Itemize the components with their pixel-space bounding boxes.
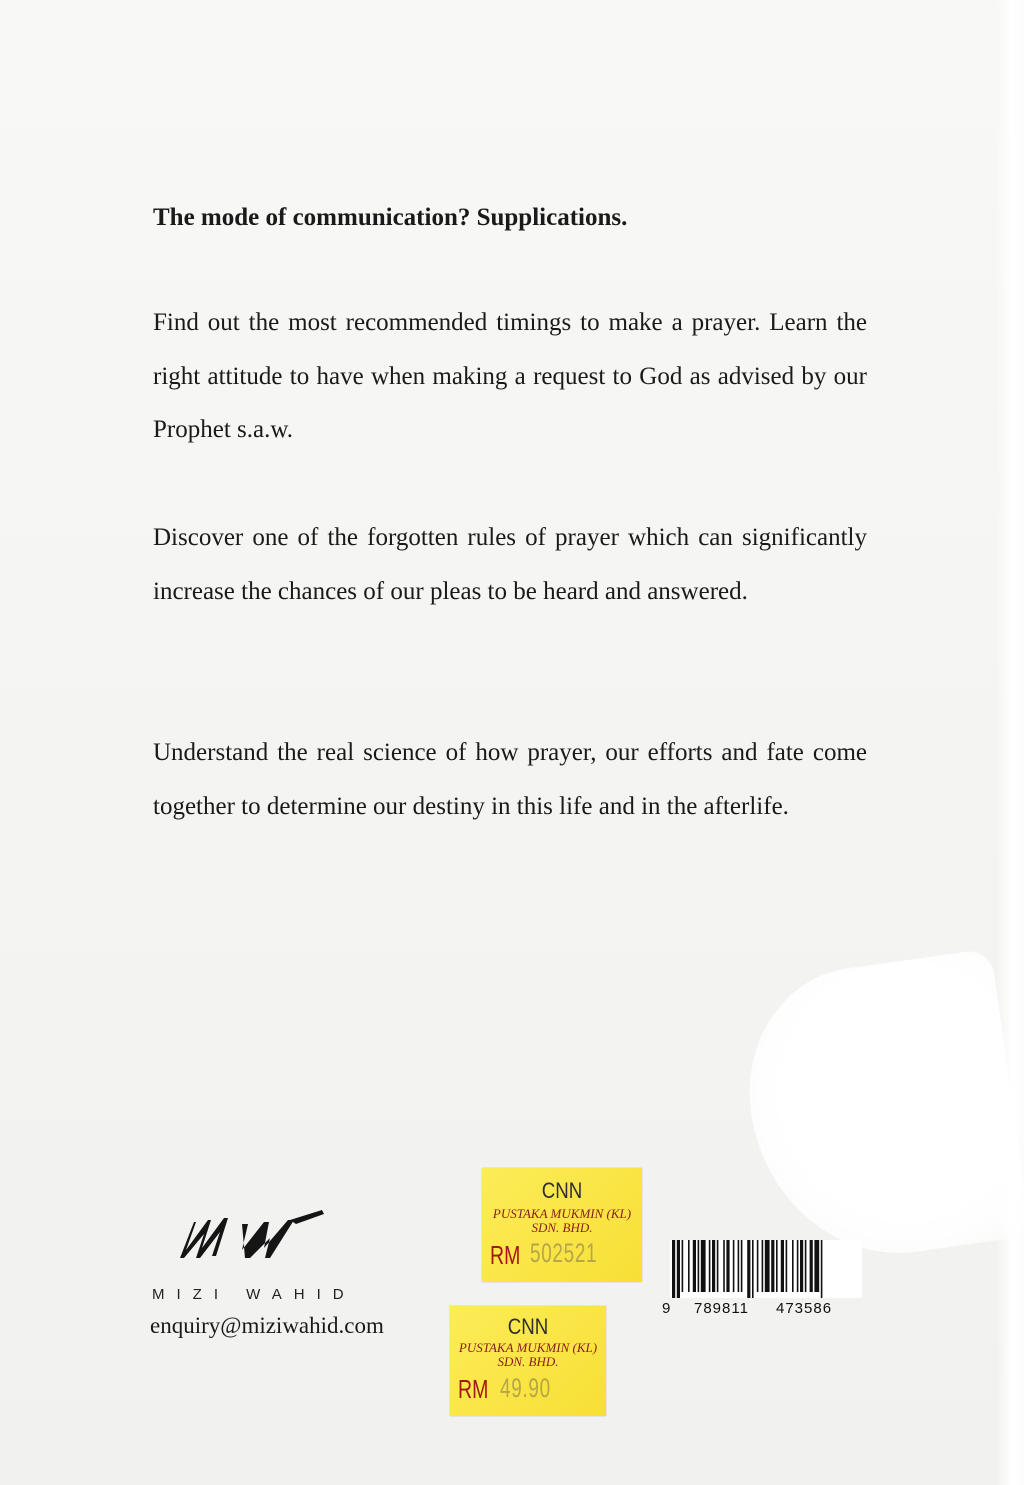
barcode-bar	[757, 1240, 759, 1292]
barcode-bar	[682, 1240, 684, 1292]
isbn-first-digit: 9	[662, 1300, 671, 1317]
barcode-bar	[712, 1240, 715, 1292]
isbn-barcode	[670, 1240, 862, 1298]
barcode-bar	[765, 1240, 770, 1292]
sticker-shop-line2: SDN. BHD.	[531, 1220, 593, 1235]
barcode-bar	[797, 1240, 799, 1292]
barcode-bar	[701, 1240, 706, 1292]
isbn-group-right: 473586	[776, 1300, 833, 1317]
sticker-shop-line1: PUSTAKA MUKMIN (KL)	[458, 1340, 598, 1355]
barcode-bar	[776, 1240, 778, 1292]
sticker-price: 502521	[530, 1238, 598, 1268]
mw-logo-icon	[172, 1200, 332, 1270]
cover-edge-highlight	[996, 0, 1024, 1485]
publisher-email: enquiry@miziwahid.com	[150, 1313, 384, 1338]
barcode-bar	[726, 1240, 729, 1292]
barcode-bar	[709, 1240, 711, 1292]
barcode-bar	[792, 1240, 794, 1292]
shrinkwrap-glare	[733, 948, 1024, 1271]
sticker-currency: RM	[490, 1240, 521, 1270]
barcode-bar	[698, 1240, 700, 1292]
barcode-bar	[805, 1240, 807, 1292]
barcode-bar	[693, 1240, 696, 1292]
barcode-bar	[741, 1240, 743, 1292]
isbn-group-left: 789811	[694, 1300, 749, 1317]
barcode-bar	[672, 1240, 675, 1298]
barcode-bar	[717, 1240, 719, 1292]
blurb-heading: The mode of communication? Supplications.	[153, 204, 628, 231]
blurb-paragraph-science: Understand the real science of how prayer, our efforts and fate come together to determine our destiny in this life and in the afterlife.	[153, 739, 867, 820]
sticker-currency: RM	[458, 1374, 489, 1404]
price-sticker	[482, 1168, 642, 1282]
barcode-bar	[723, 1240, 725, 1292]
blurb-paragraph-rules: Discover one of the forgotten rules of prayer which can significantly increase the chances of our pleas to be heard and answered.	[153, 524, 867, 605]
blurb-paragraph-timings: Find out the most recommended timings to make a prayer. Learn the right attitude to have when making a request to God as advised by our Prophet s.a.w.	[153, 309, 867, 443]
sticker-code: CNN	[541, 1178, 583, 1203]
sticker-shop-line2: SDN. BHD.	[497, 1354, 559, 1369]
barcode-bar	[747, 1240, 750, 1298]
barcode-bar	[781, 1240, 784, 1292]
sticker-code: CNN	[507, 1314, 549, 1339]
barcode-bar	[810, 1240, 813, 1292]
sticker-shop-line1: PUSTAKA MUKMIN (KL)	[492, 1206, 632, 1221]
barcode-bar	[800, 1240, 803, 1292]
barcode-bar	[752, 1240, 754, 1298]
barcode-bar	[733, 1240, 735, 1292]
price-sticker	[450, 1306, 606, 1416]
publisher-name: MIZI WAHID	[152, 1286, 356, 1303]
barcode-bar	[762, 1240, 764, 1292]
barcode-bar	[786, 1240, 788, 1292]
sticker-shop	[482, 1207, 642, 1235]
barcode-bar	[771, 1240, 774, 1292]
barcode-bar	[821, 1240, 823, 1298]
barcode-bar	[814, 1240, 819, 1292]
barcode-bar	[738, 1240, 740, 1292]
sticker-price: 49.90	[500, 1373, 551, 1403]
barcode-bar	[677, 1240, 680, 1298]
barcode-bar	[688, 1240, 690, 1292]
sticker-shop	[450, 1341, 606, 1369]
